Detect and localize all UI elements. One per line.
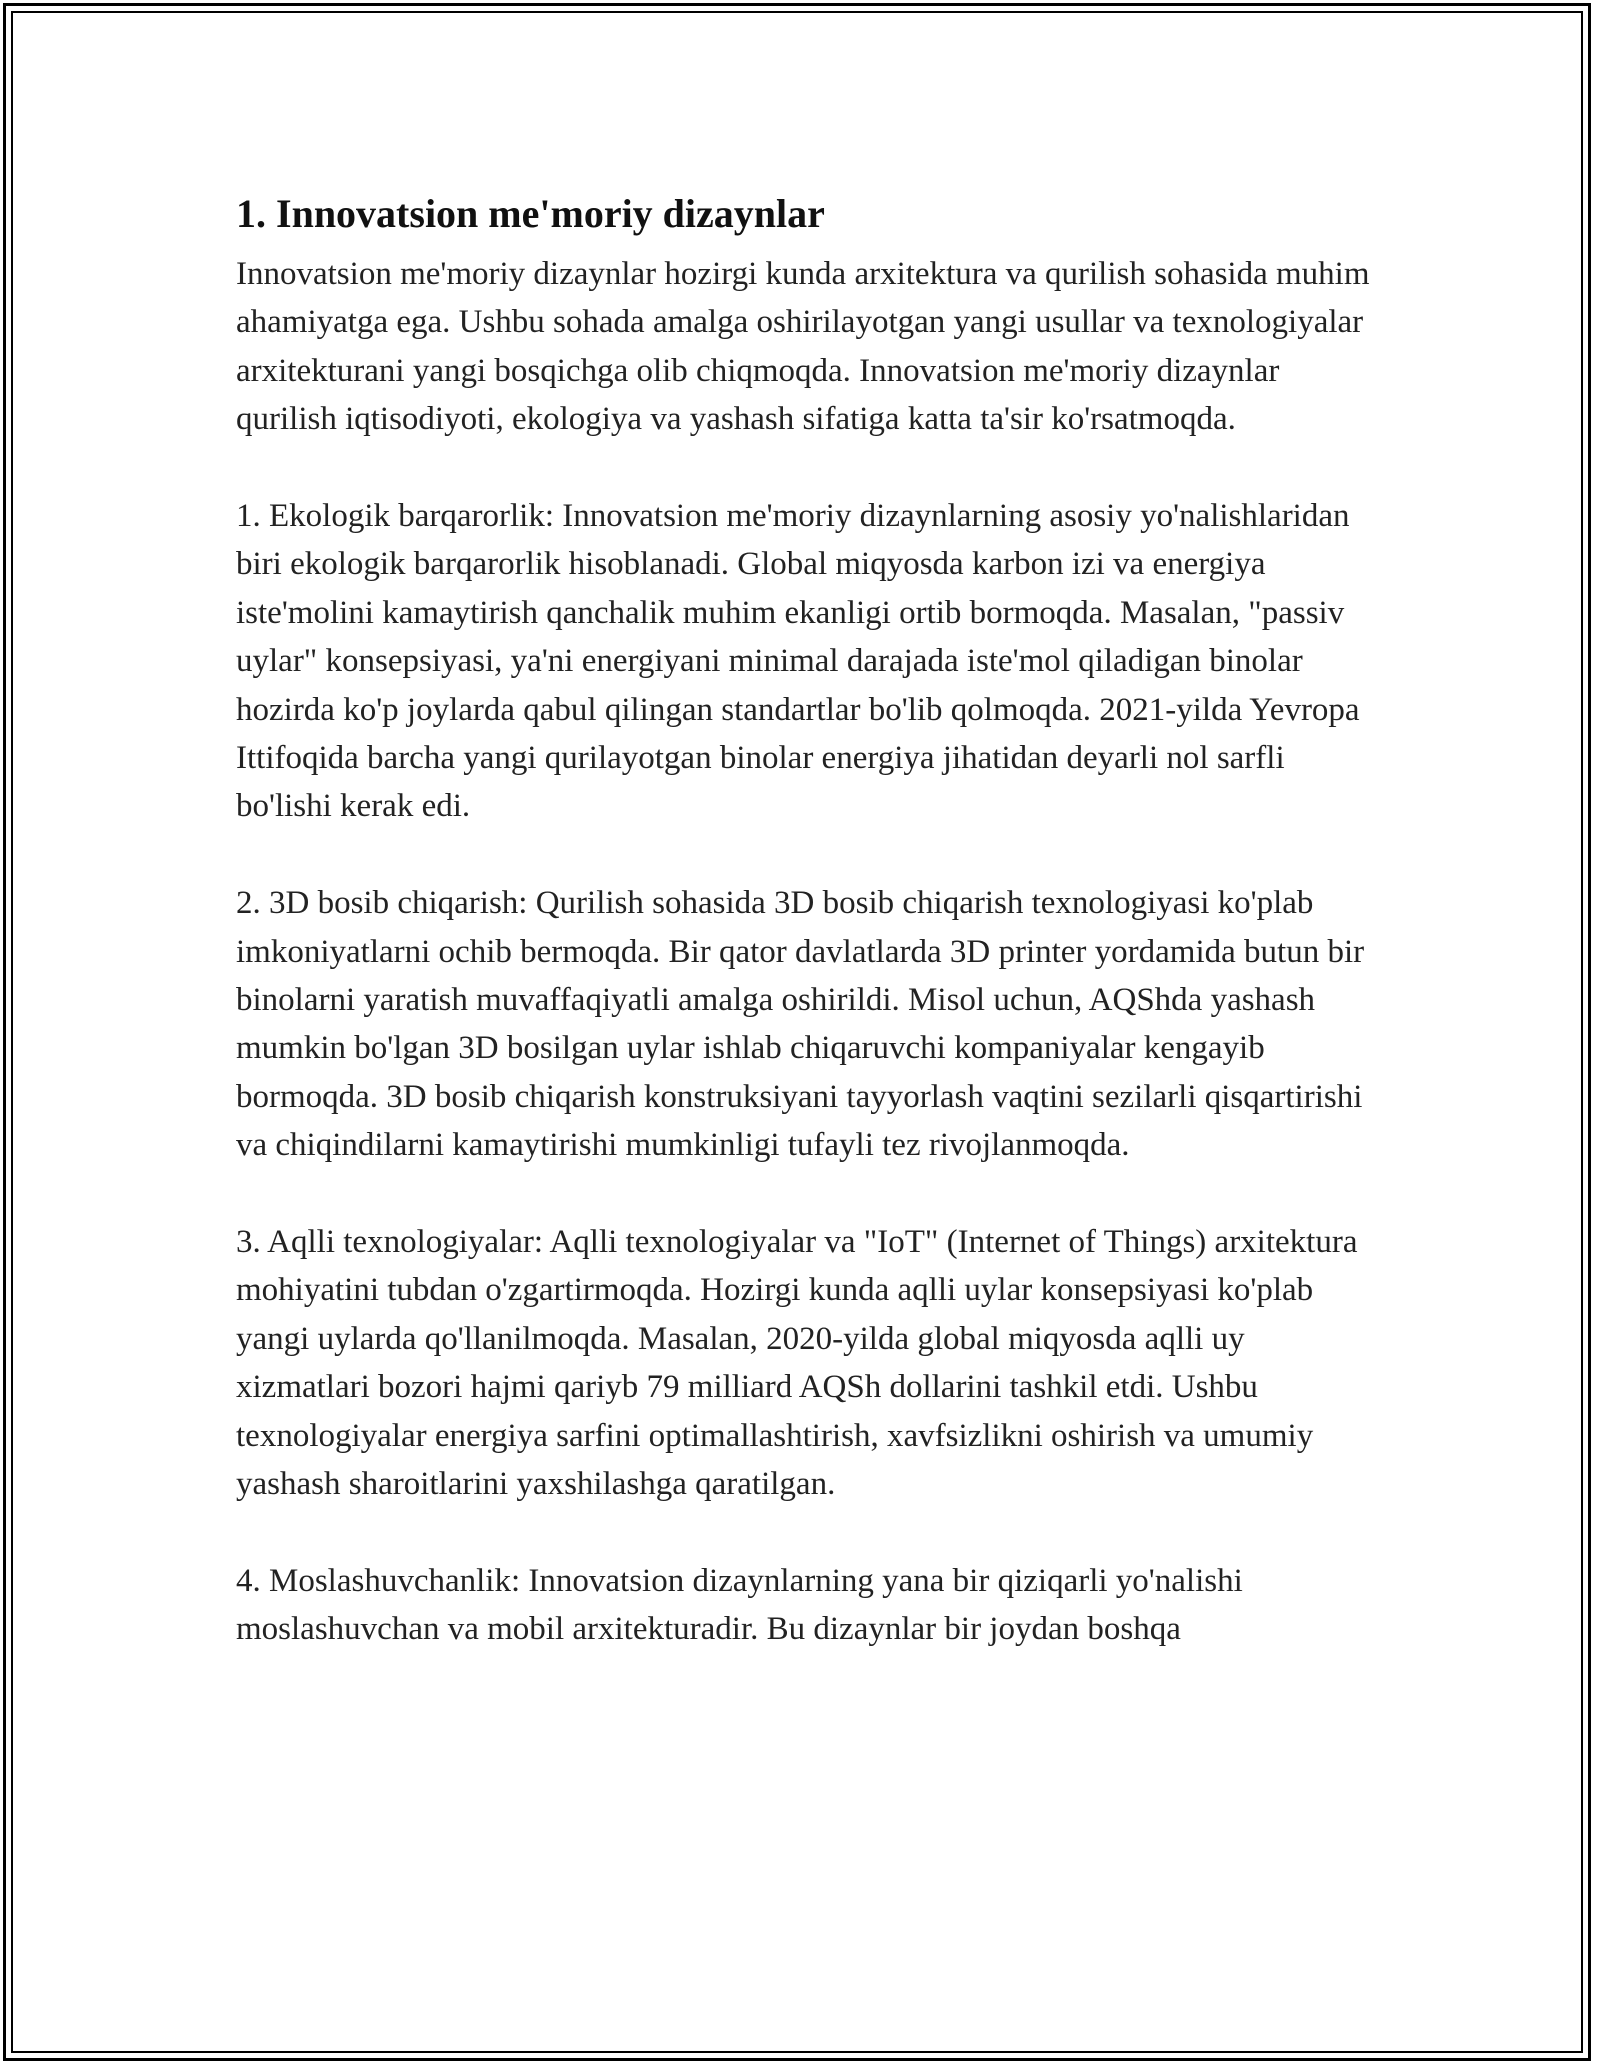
intro-paragraph: Innovatsion me'moriy dizaynlar hozirgi kunda arxitektura va qurilish sohasida muhim ahamiyatga ega. Ushbu sohada amalga oshirilayotgan yangi usullar va texnologiyalar arxitekturani yangi bosqichga olib chiqmoqda. Innovatsion me'moriy dizaynlar qurilish iqtisodiyoti, ekologiya va yashash sifatiga katta ta'sir ko'rsatmoqda. (236, 256, 1370, 438)
paragraph-flexibility: 4. Moslashuvchanlik: Innovatsion dizaynlarning yana bir qiziqarli yo'nalishi moslashuvchan va mobil arxitekturadir. Bu dizaynlar bir joydan boshqa (236, 1562, 1243, 1648)
paragraph-3d-printing: 2. 3D bosib chiqarish: Qurilish sohasida 3D bosib chiqarish texnologiyasi ko'plab imkoniyatlarni ochib bermoqda. Bir qator davlatlarda 3D printer yordamida butun bir binolarni yaratish muvaffaqiyatli amalga oshirildi. Misol uchun, AQShda yashash mumkin bo'lgan 3D bosilgan uylar ishlab chiqaruvchi kompaniyalar kengayib bormoqda. 3D bosib chiqarish konstruksiyani tayyorlash vaqtini sezilarli qisqartirishi va chiqindilarni kamaytirishi mumkinligi tufayli tez rivojlanmoqda. (236, 885, 1365, 1164)
section-heading: 1. Innovatsion me'moriy dizaynlar (236, 191, 825, 236)
paragraph-smart-technologies: 3. Aqlli texnologiyalar: Aqlli texnologiyalar va "IoT" (Internet of Things) arxitektura mohiyatini tubdan o'zgartirmoqda. Hozirgi kunda aqlli uylar konsepsiyasi ko'plab yangi uylarda qo'llanilmoqda. Masalan, 2020-yilda global miqyosda aqlli uy xizmatlari bozori hajmi qariyb 79 milliard AQSh dollarini tashkil etdi. Ushbu texnologiyalar energiya sarfini optimallashtirish, xavfsizlikni oshirish va umumiy yashash sharoitlarini yaxshilashga qaratilgan. (236, 1224, 1358, 1503)
paragraph-ecological-sustainability: 1. Ekologik barqarorlik: Innovatsion me'moriy dizaynlarning asosiy yo'nalishlaridan biri ekologik barqarorlik hisoblanadi. Global miqyosda karbon izi va energiya iste'molini kamaytirish qanchalik muhim ekanligi ortib bormoqda. Masalan, "passiv uylar" konsepsiyasi, ya'ni energiyani minimal darajada iste'mol qiladigan binolar hozirda ko'p joylarda qabul qilingan standartlar bo'lib qolmoqda. 2021-yilda Yevropa Ittifoqida barcha yangi qurilayotgan binolar energiya jihatidan deyarli nol sarfli bo'lishi kerak edi. (236, 498, 1360, 825)
document-body (236, 180, 1376, 1654)
